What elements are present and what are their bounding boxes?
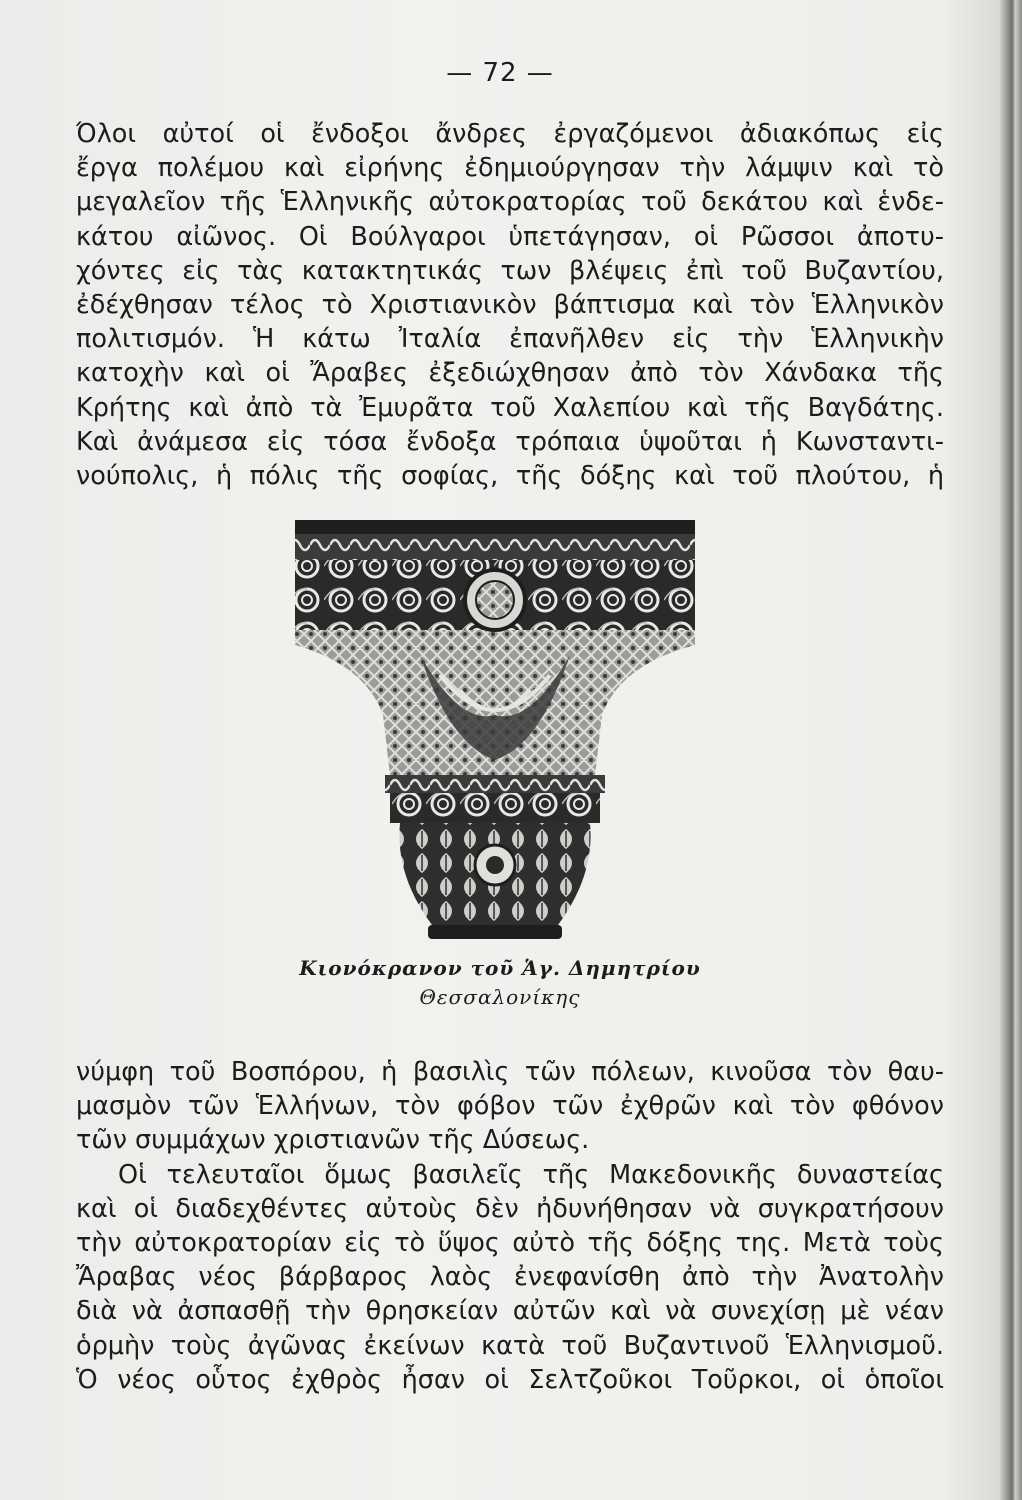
text-line: πολιτισμόν. Ἡ κάτω Ἰταλία ἐπανῆλθεν εἰς τὴν Ἑλληνικὴν	[76, 324, 944, 355]
text-line: χόντες εἰς τὰς κατακτητικάς των βλέψεις ἐπὶ τοῦ Βυζαντίου,	[76, 255, 944, 286]
text-line: καὶ οἱ διαδεχθέντες αὐτοὺς δὲν ἠδυνήθησαν νὰ συγκρατήσουν	[76, 1193, 944, 1224]
text-line: μασμὸν τῶν Ἑλλήνων, τὸν φόβον τῶν ἐχθρῶν καὶ τὸν φθόνον	[76, 1091, 944, 1122]
text-line: κάτου αἰῶνος. Οἱ Βούλγαροι ὑπετάγησαν, οἱ Ρῶσσοι ἀποτυ-	[76, 221, 944, 252]
text-line: ἔργα πολέμου καὶ εἰρήνης ἐδημιούργησαν τὴν λάμψιν καὶ τὸ	[76, 153, 944, 184]
page-number: — 72 —	[446, 58, 554, 88]
text-line: νύμφη τοῦ Βοσπόρου, ἡ βασιλὶς τῶν πόλεων, κινοῦσα τὸν θαυ-	[76, 1057, 944, 1087]
text-line: Όλοι αὐτοί οἱ ἔνδοξοι ἄνδρες ἐργαζόμενοι ἀδιακόπως εἰς	[76, 119, 944, 149]
text-line: διὰ νὰ ἀσπασθῇ τὴν θρησκείαν αὐτῶν καὶ νὰ συνεχίσῃ μὲ νέαν	[76, 1296, 944, 1327]
paragraph-bottom	[76, 1055, 944, 1397]
text-line: Οἱ τελευταῖοι ὅμως βασιλεῖς τῆς Μακεδονικῆς δυναστείας	[118, 1159, 944, 1190]
text-line: νούπολις, ἡ πόλις τῆς σοφίας, τῆς δόξης καὶ τοῦ πλούτου, ἡ	[76, 460, 944, 491]
text-line: Καὶ ἀνάμεσα εἰς τόσα ἔνδοξα τρόπαια ὑψοῦται ἡ Κωνσταντι-	[76, 426, 944, 457]
text-line: Ἄραβας νέος βάρβαρος λαὸς ἐνεφανίσθη ἀπὸ τὴν Ἀνατολὴν	[76, 1262, 944, 1293]
text-line: τῶν συμμάχων χριστιανῶν τῆς Δύσεως.	[76, 1125, 590, 1156]
text-line: ἐδέχθησαν τέλος τὸ Χριστιανικὸν βάπτισμα καὶ τὸν Ἑλληνικὸν	[76, 289, 944, 320]
text-line: κατοχὴν καὶ οἱ Ἄραβες ἐξεδιώχθησαν ἀπὸ τὸν Χάνδακα τῆς	[76, 358, 944, 389]
text-line: τὴν αὐτοκρατορίαν εἰς τὸ ὕψος αὐτὸ τῆς δόξης της. Μετὰ τοὺς	[76, 1227, 944, 1258]
text-line: Κρήτης καὶ ἀπὸ τὰ Ἐμυρᾶτα τοῦ Χαλεπίου καὶ τῆς Βαγδάτης.	[76, 392, 944, 423]
figure-caption-location: Θεσσαλονίκης	[419, 985, 581, 1009]
capital-illustration	[290, 515, 700, 945]
text-line: ὁρμὴν τοὺς ἀγῶνας ἐκείνων κατὰ τοῦ Βυζαντινοῦ Ἑλληνισμοῦ.	[76, 1330, 944, 1361]
text-line: μεγαλεῖον τῆς Ἑλληνικῆς αὐτοκρατορίας τοῦ δεκάτου καὶ ἑνδε-	[76, 187, 944, 218]
page-edge	[1000, 0, 1022, 1500]
figure-caption-title: Κιονόκρανον τοῦ Ἁγ. Δημητρίου	[299, 956, 701, 980]
paragraph-top	[76, 117, 944, 493]
text-line: Ὁ νέος οὗτος ἐχθρὸς ἦσαν οἱ Σελτζοῦκοι Τοῦρκοι, οἱ ὁποῖοι	[76, 1364, 944, 1395]
